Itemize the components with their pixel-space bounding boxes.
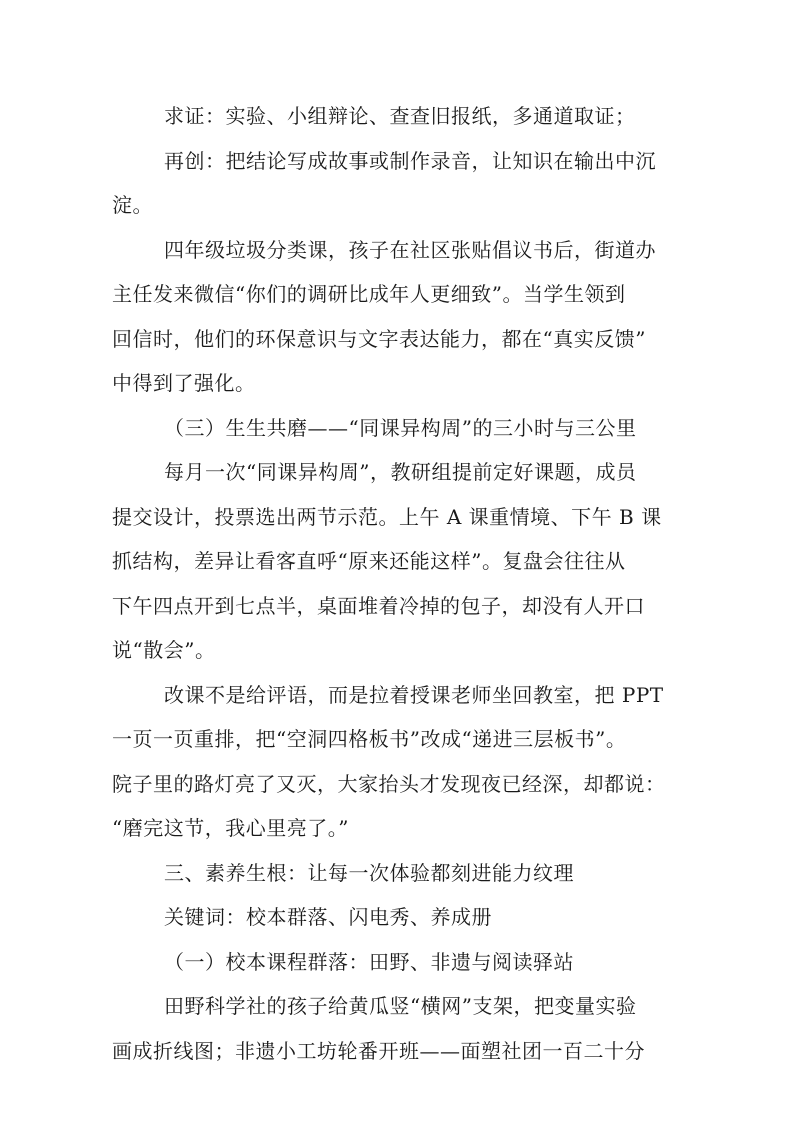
text-line: 画成折线图；非遗小工坊轮番开班——面塑社团一百二十分: [112, 1039, 645, 1063]
text-line: 每月一次“同课异构周”，教研组提前定好课题，成员: [164, 460, 637, 484]
chapter-heading: 三、素养生根：让每一次体验都刻进能力纹理: [164, 861, 574, 885]
text-line: 四年级垃圾分类课，孩子在社区张贴倡议书后，街道办: [164, 238, 656, 262]
text-line: 一页一页重排，把“空洞四格板书”改成“递进三层板书”。: [112, 727, 627, 751]
text-line: 抓结构，差异让看客直呼“原来还能这样”。复盘会往往从: [112, 549, 626, 573]
text-line: 再创：把结论写成故事或制作录音，让知识在输出中沉: [164, 149, 656, 173]
text-line: “磨完这节，我心里亮了。”: [112, 816, 349, 840]
text-line: 院子里的路灯亮了又灭，大家抬头才发现夜已经深，却都说：: [112, 772, 666, 796]
text-line: 回信时，他们的环保意识与文字表达能力，都在“真实反馈”: [112, 327, 646, 351]
text-line: 淀。: [112, 193, 153, 217]
text-line: 中得到了强化。: [112, 371, 256, 395]
text-line: 田野科学社的孩子给黄瓜竖“横网”支架，把变量实验: [164, 994, 637, 1018]
text-line: 下午四点开到七点半，桌面堆着冷掉的包子，却没有人开口: [112, 594, 645, 618]
text-line: 说“散会”。: [112, 638, 216, 662]
text-line: 改课不是给评语，而是拉着授课老师坐回教室，把 PPT: [164, 683, 664, 707]
keywords-line: 关键词：校本群落、闪电秀、养成册: [164, 905, 492, 929]
section-heading: （三）生生共磨——“同课异构周”的三小时与三公里: [164, 416, 637, 440]
text-line: 求证：实验、小组辩论、查查旧报纸，多通道取证；: [164, 104, 636, 128]
text-line: 提交设计，投票选出两节示范。上午 A 课重情境、下午 B 课: [112, 505, 662, 529]
section-heading: （一）校本课程群落：田野、非遗与阅读驿站: [164, 950, 574, 974]
text-line: 主任发来微信“你们的调研比成年人更细致”。当学生领到: [112, 282, 626, 306]
